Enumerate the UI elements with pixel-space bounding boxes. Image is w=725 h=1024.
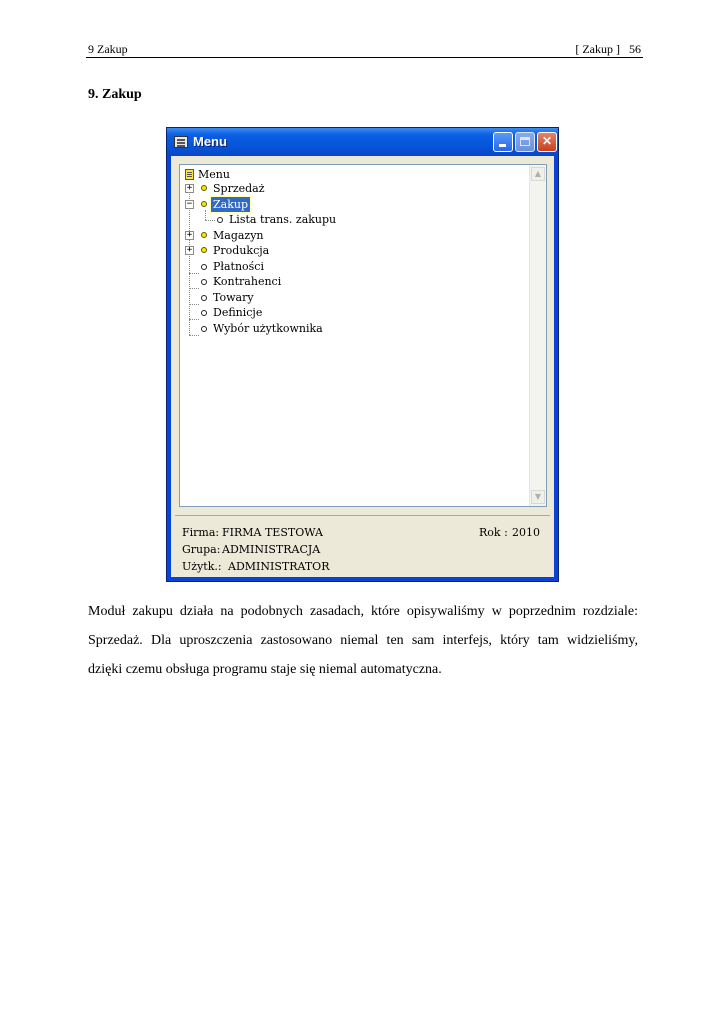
chevron-up-icon: ▲ <box>534 169 542 178</box>
paragraph-line: Sprzedaż. Dla uproszczenia zastosowano niemal ten sam interfejs, który tam widzieliśmy, <box>88 633 638 648</box>
status-panel <box>175 515 550 576</box>
yellow-bullet-icon <box>201 185 207 191</box>
rok-value: 2010 <box>512 526 540 539</box>
window-title: Menu <box>193 134 227 149</box>
header-divider <box>86 57 643 58</box>
paragraph-line: Moduł zakupu działa na podobnych zasadach, które opisywaliśmy w poprzednim rozdziale: <box>88 604 638 619</box>
grupa-label: Grupa: <box>182 543 221 556</box>
tree-line <box>189 304 199 305</box>
white-bullet-icon <box>201 279 207 285</box>
minimize-icon <box>499 144 506 147</box>
tree-item-label: Towary <box>213 291 254 304</box>
paragraph-line: dzięki czemu obsługa programu staje się niemal automatyczna. <box>88 662 442 677</box>
expand-icon[interactable]: + <box>186 183 193 193</box>
tree-item-label: Magazyn <box>213 229 264 242</box>
uzytk-label: Użytk.: <box>182 560 222 573</box>
window-titlebar[interactable] <box>167 128 558 156</box>
minimize-button[interactable] <box>493 132 513 152</box>
white-bullet-icon <box>201 310 207 316</box>
running-header-chapter: 9 Zakup <box>88 42 128 56</box>
menu-window <box>166 127 559 582</box>
yellow-bullet-icon <box>201 201 207 207</box>
tree-line <box>189 288 199 289</box>
tree-line <box>189 335 199 336</box>
expand-icon[interactable]: + <box>186 230 193 240</box>
scroll-down-button[interactable] <box>531 490 545 504</box>
expand-icon[interactable]: + <box>186 245 193 255</box>
tree-item-label: Płatności <box>213 260 264 273</box>
section-heading: 9. Zakup <box>88 87 142 102</box>
tree-line <box>205 220 215 221</box>
chevron-down-icon: ▼ <box>534 492 542 501</box>
tree-item-label: Kontrahenci <box>213 275 282 288</box>
tree-item-label: Produkcja <box>213 244 270 257</box>
book-icon <box>185 169 194 180</box>
menu-tree[interactable] <box>179 164 547 507</box>
firma-label: Firma: <box>182 526 220 539</box>
tree-item-label: Lista trans. zakupu <box>229 213 337 226</box>
tree-item-label: Sprzedaż <box>213 182 265 195</box>
vertical-scrollbar[interactable] <box>529 165 546 506</box>
collapse-icon[interactable]: − <box>186 199 193 209</box>
maximize-icon <box>520 137 530 146</box>
tree-line <box>189 273 199 274</box>
body-paragraph <box>88 597 638 684</box>
window-client-area <box>171 156 554 577</box>
tree-line <box>205 210 206 220</box>
yellow-bullet-icon <box>201 247 207 253</box>
tree-item-label: Wybór użytkownika <box>213 322 323 335</box>
white-bullet-icon <box>201 295 207 301</box>
white-bullet-icon <box>201 326 207 332</box>
running-header-page: [ Zakup ] 56 <box>575 42 641 56</box>
tree-item-label: Zakup <box>213 198 248 211</box>
grupa-value: ADMINISTRACJA <box>222 543 321 556</box>
rok-label: Rok : <box>479 526 508 539</box>
tree-root-label: Menu <box>198 168 230 181</box>
white-bullet-icon <box>217 217 223 223</box>
scroll-up-button[interactable] <box>531 167 545 181</box>
maximize-button[interactable] <box>515 132 535 152</box>
firma-value: FIRMA TESTOWA <box>222 526 323 539</box>
close-icon: ✕ <box>541 134 553 148</box>
tree-item-label: Definicje <box>213 306 263 319</box>
tree-line <box>189 319 199 320</box>
close-button[interactable] <box>537 132 557 152</box>
yellow-bullet-icon <box>201 232 207 238</box>
white-bullet-icon <box>201 264 207 270</box>
window-app-icon[interactable] <box>174 136 188 148</box>
uzytk-value: ADMINISTRATOR <box>228 560 330 573</box>
